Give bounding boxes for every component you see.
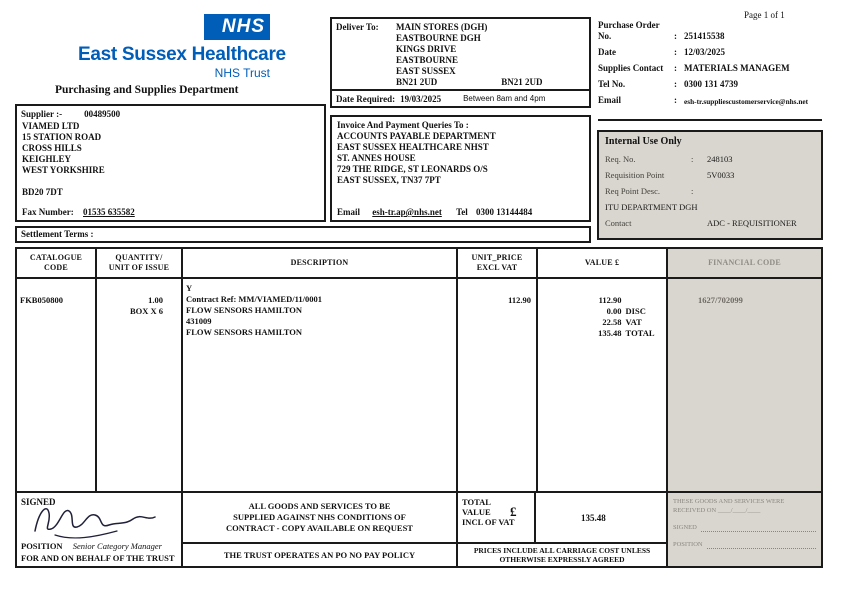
header-line: FINANCIAL CODE	[708, 258, 781, 267]
value-label: DISC	[625, 306, 646, 316]
column-header-value	[538, 249, 668, 279]
dotted-line	[707, 542, 816, 549]
currency-symbol: £	[510, 504, 517, 519]
carriage-note	[458, 544, 666, 566]
column-header-quantity	[97, 249, 183, 279]
postcode: BN21 2UD	[396, 77, 438, 87]
order-date-row	[598, 47, 822, 58]
address-line: ST. ANNES HOUSE	[337, 153, 416, 163]
address-line: VIAMED LTD	[22, 121, 80, 131]
position-value: Senior Category Manager	[72, 541, 162, 551]
fax-label: Fax Number:	[22, 207, 74, 217]
separator: :	[674, 31, 677, 41]
signed-label: SIGNED	[21, 497, 56, 507]
goods-received-cell	[668, 493, 821, 566]
header-line: UNIT_PRICE	[471, 253, 523, 262]
supplier-header	[17, 106, 324, 119]
date-required-row	[332, 89, 589, 106]
contact-row	[605, 218, 815, 228]
supplier-box	[15, 104, 326, 222]
internal-use-title: Internal Use Only	[605, 136, 682, 147]
email-row	[598, 95, 822, 106]
req-no-value: 248103	[707, 154, 733, 164]
behalf-line: FOR AND ON BEHALF OF THE TRUST	[21, 553, 175, 563]
address-line: EAST SUSSEX HEALTHCARE NHST	[337, 142, 489, 152]
address-line: ACCOUNTS PAYABLE DEPARTMENT	[337, 131, 496, 141]
cell-financial-code	[668, 279, 821, 491]
invoice-tel-value: 0300 13144484	[476, 207, 533, 217]
contact-label: Contact	[605, 218, 632, 228]
req-point-desc-label: Req Point Desc.	[605, 186, 661, 196]
total-value-row	[458, 493, 666, 544]
value-rows	[541, 295, 663, 339]
received-signed-row	[673, 524, 816, 532]
header-line: CATALOGUE	[29, 253, 83, 262]
date-required-value: 19/03/2025	[400, 93, 442, 104]
supplier-code: 00489500	[84, 109, 121, 119]
received-line: RECEIVED ON ____/____/____	[673, 507, 761, 514]
invoice-email-value: esh-tr.ap@nhs.net	[372, 207, 442, 217]
order-info	[598, 17, 822, 121]
invoice-queries-title: Invoice And Payment Queries To :	[337, 120, 469, 130]
requisition-point-value: 5V0033	[707, 170, 735, 180]
signature-cell	[17, 493, 183, 566]
column-header-unit-price	[458, 249, 538, 279]
value-amount: 135.48	[598, 328, 622, 338]
order-items-table	[15, 247, 823, 493]
requisition-point-label: Requisition Point	[605, 170, 665, 180]
total-value-labels	[458, 493, 536, 542]
header-line: EXCL VAT	[476, 263, 518, 272]
received-signed-label: SIGNED	[673, 524, 697, 531]
total-label-line: INCL OF VAT	[462, 517, 515, 527]
value-label	[626, 295, 663, 306]
value-amount: 112.90	[598, 295, 622, 305]
nhs-logo-text: NHS	[221, 16, 265, 37]
conditions-cell	[183, 493, 458, 566]
supplier-address	[17, 121, 324, 198]
value-amount: 22.58	[602, 317, 622, 327]
address-line: 15 STATION ROAD	[22, 132, 102, 142]
value-row	[541, 295, 663, 306]
address-line: KEIGHLEY	[22, 154, 72, 164]
order-number-label: Purchase Order No.	[598, 20, 660, 41]
value-label: VAT	[625, 317, 642, 327]
internal-use-box	[597, 130, 823, 240]
description-line: Contract Ref: MM/VIAMED/11/0001	[186, 294, 322, 304]
req-point-desc-row	[605, 186, 815, 196]
position-row	[21, 541, 162, 551]
address-line: KINGS DRIVE	[396, 44, 457, 54]
fax-row	[22, 207, 135, 217]
value-label: TOTAL	[625, 328, 655, 338]
delivery-time-window: Between 8am and 4pm	[463, 94, 546, 103]
description-line: 431009	[186, 316, 212, 326]
description-line: FLOW SENSORS HAMILTON	[186, 327, 303, 337]
settlement-terms-bar: Settlement Terms :	[15, 226, 591, 243]
contact-value: ADC - REQUISITIONER	[707, 218, 797, 228]
description-line: FLOW SENSORS HAMILTON	[186, 305, 303, 315]
tel-label: Tel No.	[598, 79, 626, 89]
invoice-contact-row	[337, 207, 532, 217]
value-row	[541, 317, 663, 328]
received-position-label: POSITION	[673, 541, 703, 548]
header-line: VALUE £	[584, 258, 620, 267]
deliver-to-box	[330, 17, 591, 108]
carriage-line: OTHERWISE EXPRESSLY AGREED	[499, 555, 625, 564]
cell-value	[538, 279, 668, 491]
supplies-contact-label: Supplies Contact	[598, 63, 664, 73]
received-line: THESE GOODS AND SERVICES WERE	[673, 498, 785, 505]
policy-line: THE TRUST OPERATES AN PO NO PAY POLICY	[223, 550, 416, 560]
tel-row	[598, 79, 822, 90]
supplier-postcode: BD20 7DT	[22, 187, 63, 197]
address-line: EASTBOURNE	[396, 55, 459, 65]
header-line: CODE	[44, 263, 68, 272]
separator: :	[674, 95, 677, 105]
separator: :	[691, 186, 694, 196]
total-cell	[458, 493, 668, 566]
value-row	[541, 328, 663, 339]
separator: :	[674, 47, 677, 57]
order-date-label: Date	[598, 47, 616, 57]
invoice-email-label: Email	[337, 207, 361, 217]
dotted-line	[701, 525, 816, 532]
position-label: POSITION	[21, 541, 63, 551]
order-date-value: 12/03/2025	[684, 47, 726, 57]
req-point-desc-empty	[707, 186, 815, 196]
page-number: Page 1 of 1	[744, 10, 785, 20]
nhs-logo	[204, 14, 270, 40]
address-line: EASTBOURNE DGH	[396, 33, 481, 43]
value-row	[541, 306, 663, 317]
req-point-desc-value: ITU DEPARTMENT DGH	[605, 202, 698, 212]
financial-code: 1627/702099	[698, 295, 743, 305]
header-line: QUANTITY/	[115, 253, 163, 262]
req-no-label: Req. No.	[605, 154, 636, 164]
date-required-label: Date Required:	[336, 93, 396, 104]
address-line: MAIN STORES (DGH)	[396, 22, 488, 32]
invoice-tel-label: Tel	[456, 207, 468, 217]
footer	[15, 493, 823, 568]
unit-price-value: 112.90	[508, 295, 531, 305]
total-value-amount: 135.48	[581, 512, 606, 523]
org-name: East Sussex Healthcare	[78, 44, 286, 65]
header-line: UNIT OF ISSUE	[108, 263, 170, 272]
cell-quantity	[97, 279, 183, 491]
fax-number: 01535 635582	[83, 207, 135, 217]
separator	[691, 218, 707, 228]
deliver-to-address	[396, 22, 543, 88]
column-header-catalogue	[17, 249, 97, 279]
postcode-row	[396, 77, 543, 88]
conditions-line: SUPPLIED AGAINST NHS CONDITIONS OF	[233, 512, 406, 522]
address-line: EAST SUSSEX, TN37 7PT	[337, 175, 441, 185]
total-label-line: TOTAL	[462, 497, 491, 507]
supplies-contact-row	[598, 63, 822, 74]
nhs-trust-label: NHS Trust	[214, 66, 270, 80]
signature	[29, 499, 169, 539]
cell-description	[183, 279, 458, 491]
department-title: Purchasing and Supplies Department	[55, 84, 239, 96]
address-line: 729 THE RIDGE, ST LEONARDS O/S	[337, 164, 488, 174]
requisition-point-row	[605, 170, 815, 180]
description-flag: Y	[186, 283, 193, 293]
req-no-row	[605, 154, 815, 164]
header-line: DESCRIPTION	[290, 258, 349, 267]
address-line: WEST YORKSHIRE	[22, 165, 105, 175]
supplier-label: Supplier :-	[21, 109, 63, 119]
separator	[691, 170, 707, 180]
invoice-queries-box	[330, 115, 591, 222]
address-line: CROSS HILLS	[22, 143, 82, 153]
address-line: EAST SUSSEX	[396, 66, 456, 76]
column-header-financial-code	[668, 249, 821, 279]
cell-unit-price	[458, 279, 538, 491]
deliver-to-label: Deliver To:	[336, 22, 379, 32]
order-number-value: 251415538	[684, 31, 725, 41]
conditions-line: ALL GOODS AND SERVICES TO BE	[248, 501, 391, 511]
value-amount: 0.00	[606, 306, 622, 316]
received-position-row	[673, 541, 816, 549]
separator: :	[691, 154, 694, 164]
quantity-value: 1.00	[148, 295, 163, 305]
conditions-text	[183, 493, 456, 544]
order-number-row	[598, 20, 822, 42]
conditions-line: CONTRACT - COPY AVAILABLE ON REQUEST	[226, 523, 413, 533]
catalogue-code: FKB050800	[20, 295, 63, 305]
total-label-line: VALUE	[462, 507, 491, 517]
unit-of-issue: BOX X 6	[129, 306, 163, 316]
separator: :	[674, 63, 677, 73]
carriage-line: PRICES INCLUDE ALL CARRIAGE COST UNLESS	[473, 546, 651, 555]
email-value: esh-tr.suppliescustomerservice@nhs.net	[684, 97, 809, 106]
invoice-address	[337, 131, 584, 186]
separator: :	[674, 79, 677, 89]
postcode-right: BN21 2UD	[501, 77, 543, 87]
email-label: Email	[598, 95, 622, 105]
cell-catalogue-code	[17, 279, 97, 491]
tel-value: 0300 131 4739	[684, 79, 738, 89]
supplies-contact-value: MATERIALS MANAGEM	[684, 63, 790, 73]
column-header-description	[183, 249, 458, 279]
